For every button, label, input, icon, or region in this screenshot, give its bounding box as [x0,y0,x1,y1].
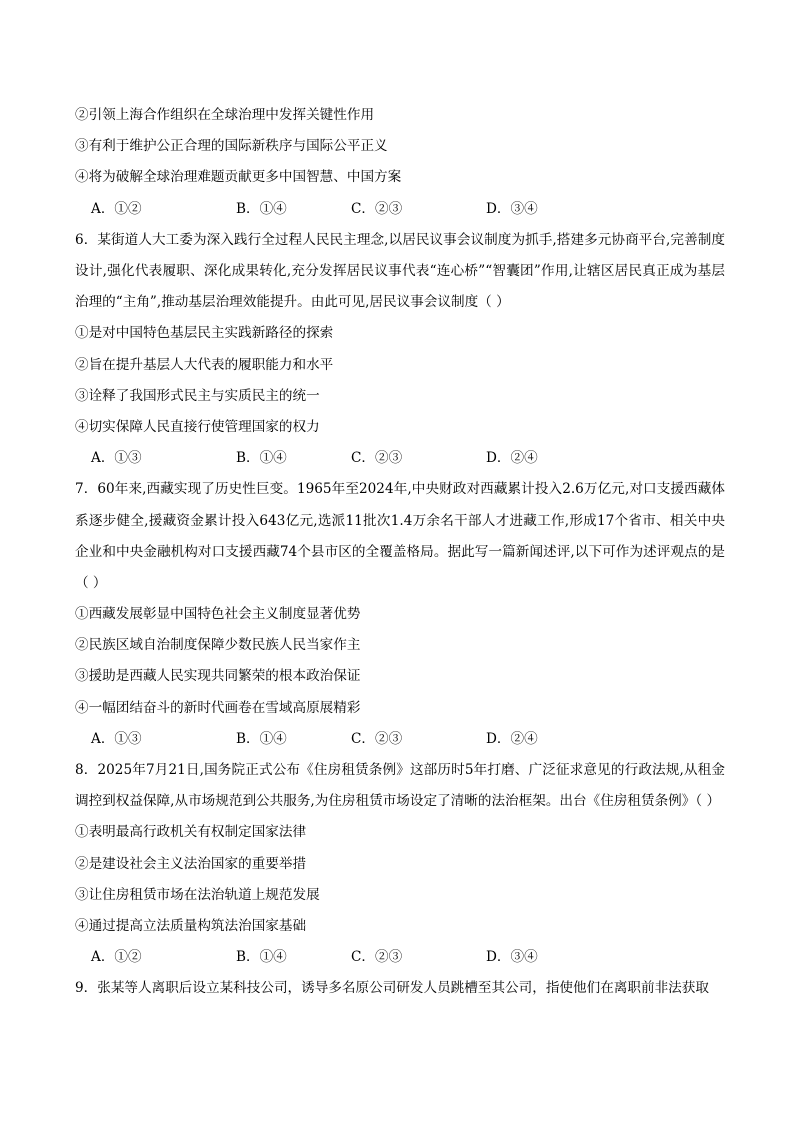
q5-answer-b: B．①④ [236,200,287,217]
q8-answer-c: C．②③ [351,949,403,966]
q8-answer-a: A．①② [91,949,142,966]
q5-answer-choices [75,194,725,225]
q6-answer-choices [75,443,725,474]
q5-answer-a: A．①② [91,200,142,217]
q8-option-1: ①表明最高行政机关有权制定国家法律 [75,824,307,841]
q7-answer-c: C．②③ [351,730,403,747]
q6-answer-b: B．①④ [236,450,287,467]
q6-stem: 6．某街道人大工委为深入践行全过程人民民主理念,以居民议事会议制度为抓手,搭建多元协商平台,完善制度设计,强化代表履职、深化成果转化,充分发挥居民议事代表“连心桥”“智囊团”作用,让辖区居民真正成为基层治理的“主角”,推动基层治理效能提升。由此可见,居民议事会议制度（ ） [75,231,725,311]
document-page [75,100,725,1005]
q6-option-2: ②旨在提升基层人大代表的履职能力和水平 [75,356,334,373]
q8-option-4: ④通过提高立法质量构筑法治国家基础 [75,918,307,935]
q6-answer-c: C．②③ [351,450,403,467]
q7-answer-a: A．①③ [91,730,142,747]
q8-answer-d: D．③④ [486,949,538,966]
q7-option-1: ①西藏发展彰显中国特色社会主义制度显著优势 [75,606,361,623]
q8-answer-b: B．①④ [236,949,287,966]
q8-option-2: ②是建设社会主义法治国家的重要举措 [75,855,307,872]
q7-answer-choices [75,724,725,755]
q8-option-3: ③让住房租赁市场在法治轨道上规范发展 [75,886,320,903]
q7-answer-b: B．①④ [236,730,287,747]
q5-answer-c: C．②③ [351,200,403,217]
q7-option-3: ③援助是西藏人民实现共同繁荣的根本政治保证 [75,668,361,685]
q8-answer-choices [75,942,725,973]
q5-option-4: ④将为破解全球治理难题贡献更多中国智慧、中国方案 [75,169,402,186]
q5-answer-d: D．③④ [486,200,538,217]
q6-answer-d: D．②④ [486,450,538,467]
q8-stem: 8．2025年7月21日,国务院正式公布《住房租赁条例》这部历时5年打磨、广泛征求意见的行政法规,从租金调控到权益保障,从市场规范到公共服务,为住房租赁市场设定了清晰的法治框架。出台《住房租赁条例》（ ） [75,762,725,810]
q5-option-2: ②引领上海合作组织在全球治理中发挥关键性作用 [75,107,375,123]
q6-option-3: ③诠释了我国形式民主与实质民主的统一 [75,387,320,404]
q6-option-1: ①是对中国特色基层民主实践新路径的探索 [75,325,334,342]
q7-stem: 7．60年来,西藏实现了历史性巨变。1965年至2024年,中央财政对西藏累计投入2.6万亿元,对口支援西藏体系逐步健全,援藏资金累计投入643亿元,选派11批次1.4万余名干部人才进藏工作,形成17个省市、相关中央企业和中央金融机构对口支援西藏74个县市区的全覆盖格局。据此写一篇新闻述评,以下可作为述评观点的是（ ） [75,481,725,591]
q7-option-4: ④一幅团结奋斗的新时代画卷在雪域高原展精彩 [75,699,361,716]
q5-option-3: ③有利于维护公正合理的国际新秩序与国际公平正义 [75,138,388,155]
q7-option-2: ②民族区域自治制度保障少数民族人民当家作主 [75,637,361,654]
q7-answer-d: D．②④ [486,730,538,747]
q6-answer-a: A．①③ [91,450,142,467]
q6-option-4: ④切实保障人民直接行使管理国家的权力 [75,418,320,435]
q9-stem: 9．张某等人离职后设立某科技公司，诱导多名原公司研发人员跳槽至其公司，指使他们在离职前非法获取 [75,980,709,997]
